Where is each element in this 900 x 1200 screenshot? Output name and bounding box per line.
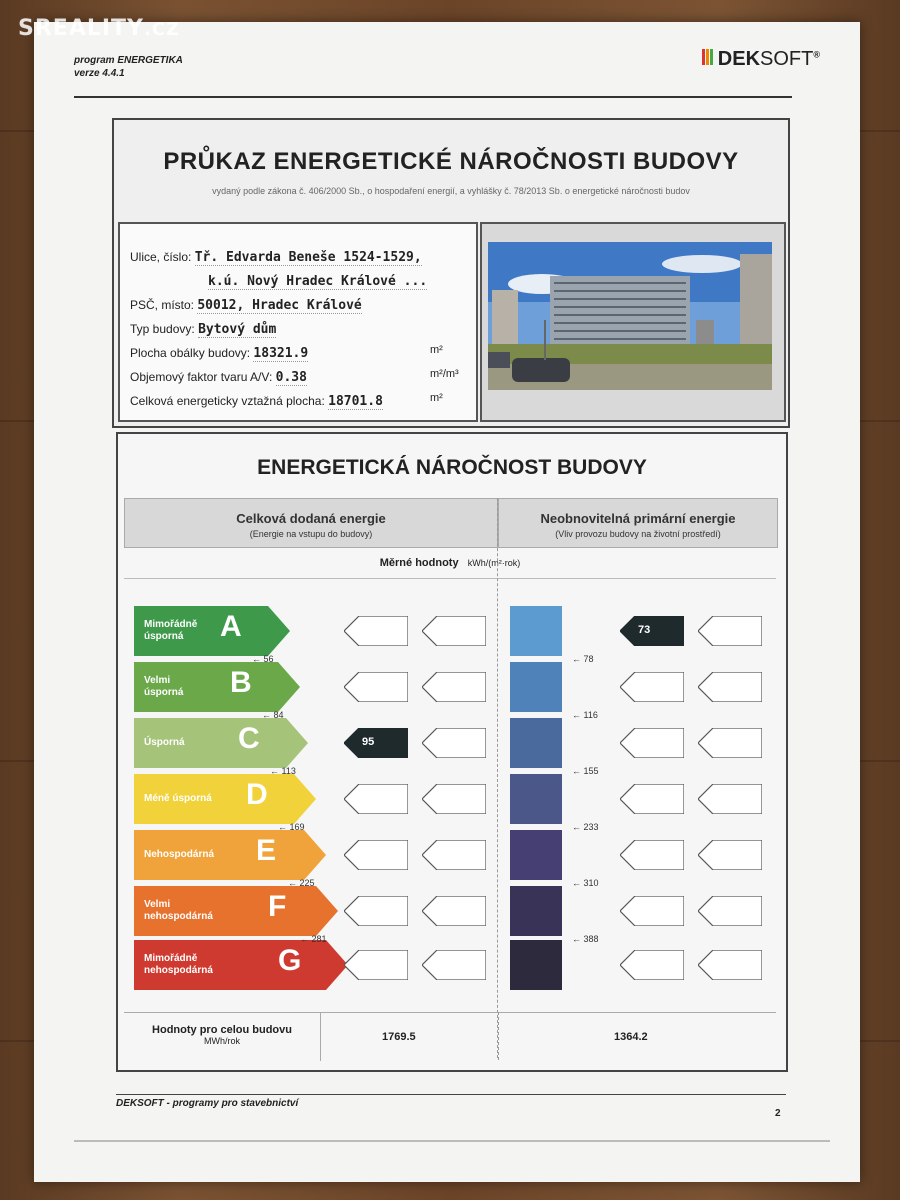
empty-marker-slot xyxy=(698,728,764,758)
empty-marker-arrow xyxy=(344,672,408,702)
class-label-line-1: Úsporná xyxy=(144,737,185,748)
logo-bars-icon xyxy=(702,48,714,71)
class-letter: C xyxy=(238,722,260,755)
class-letter: A xyxy=(220,610,242,643)
energy-class-c xyxy=(134,718,308,768)
empty-marker-arrow xyxy=(620,728,684,758)
right-header-sub: (Vliv provozu budovy na životní prostředí) xyxy=(555,529,721,539)
building-info xyxy=(118,222,478,422)
empty-marker-arrow xyxy=(422,672,486,702)
area-unit: m² xyxy=(430,392,443,404)
street-row xyxy=(130,250,422,265)
program-info xyxy=(74,54,183,80)
empty-marker-slot xyxy=(344,840,410,870)
page-number: 2 xyxy=(775,1108,781,1119)
psc-label: PSČ, místo: xyxy=(130,298,195,312)
class-letter: G xyxy=(278,944,302,977)
area-value: 18701.8 xyxy=(328,394,383,409)
energy-class-d xyxy=(134,774,316,824)
empty-marker-slot xyxy=(698,672,764,702)
empty-marker-slot xyxy=(698,950,764,980)
class-label xyxy=(144,718,185,768)
totals-unit: MWh/rok xyxy=(204,1036,240,1046)
watermark-tld: .CZ xyxy=(143,19,181,40)
totals-divider xyxy=(498,1012,499,1060)
class-letter: B xyxy=(230,666,252,699)
program-version: verze 4.4.1 xyxy=(74,68,125,79)
class-label-line-2: nehospodárná xyxy=(144,911,213,922)
empty-marker-slot xyxy=(620,896,686,926)
class-label-line-2: nehospodárná xyxy=(144,965,213,976)
empty-marker-slot xyxy=(422,616,488,646)
empty-marker-slot xyxy=(344,896,410,926)
shape-value: 0.38 xyxy=(275,370,307,385)
class-label-line-2: úsporná xyxy=(144,631,184,642)
type-value: Bytový dům xyxy=(198,322,277,337)
shape-unit: m²/m³ xyxy=(430,368,459,380)
primary-energy-bar-g xyxy=(510,940,562,990)
footer-rule xyxy=(116,1094,786,1095)
primary-energy-bar-c xyxy=(510,718,562,768)
empty-marker-arrow xyxy=(422,728,486,758)
street-row-2 xyxy=(208,274,427,289)
logo-mark: ® xyxy=(813,49,820,60)
delivered-threshold: ← 56 xyxy=(252,654,274,664)
street-label: Ulice, číslo: xyxy=(130,250,192,264)
empty-marker-slot xyxy=(422,672,488,702)
logo-soft: SOFT xyxy=(760,48,814,70)
street-value: Tř. Edvarda Beneše 1524-1529, xyxy=(194,250,422,265)
certificate-title: PRŮKAZ ENERGETICKÉ NÁROČNOSTI BUDOVY xyxy=(163,148,739,175)
primary-threshold: ← 233 xyxy=(572,822,599,832)
class-label-line-1: Velmi xyxy=(144,899,171,910)
empty-marker-slot xyxy=(422,950,488,980)
class-letter: E xyxy=(256,834,277,867)
column-divider xyxy=(497,498,498,1058)
delivered-threshold: ← 84 xyxy=(262,710,284,720)
envelope-row xyxy=(130,346,308,361)
primary-energy-value: 73 xyxy=(638,624,651,636)
empty-marker-arrow xyxy=(698,896,762,926)
empty-marker-arrow xyxy=(422,896,486,926)
energy-class-b xyxy=(134,662,300,712)
left-header-title: Celková dodaná energie xyxy=(236,511,386,526)
class-label xyxy=(144,940,213,990)
header-rule xyxy=(74,96,792,98)
empty-marker-arrow xyxy=(620,784,684,814)
deksoft-logo xyxy=(702,48,820,71)
empty-marker-slot xyxy=(620,840,686,870)
class-label xyxy=(144,886,213,936)
empty-marker-arrow xyxy=(344,616,408,646)
envelope-value: 18321.9 xyxy=(253,346,309,361)
type-row xyxy=(130,322,276,337)
totals-label: Hodnoty pro celou budovu xyxy=(152,1024,292,1036)
energy-class-f xyxy=(134,886,338,936)
class-label-line-1: Mimořádně xyxy=(144,953,198,964)
class-label-line-1: Nehospodárná xyxy=(144,849,215,860)
empty-marker-slot xyxy=(620,784,686,814)
empty-marker-slot xyxy=(422,784,488,814)
empty-marker-arrow xyxy=(344,950,408,980)
class-label xyxy=(144,662,183,712)
building-photo xyxy=(480,222,786,422)
empty-marker-arrow xyxy=(698,950,762,980)
class-label-line-2: úsporná xyxy=(144,687,184,698)
empty-marker-arrow xyxy=(698,840,762,870)
totals-label-cell xyxy=(124,1013,321,1061)
primary-threshold: ← 388 xyxy=(572,934,599,944)
class-label xyxy=(144,830,214,880)
specific-values-row xyxy=(124,548,776,579)
primary-energy-bar-f xyxy=(510,886,562,936)
delivered-threshold: ← 225 xyxy=(288,878,315,888)
empty-marker-slot xyxy=(422,896,488,926)
shape-label: Objemový faktor tvaru A/V: xyxy=(130,370,273,384)
empty-marker-arrow xyxy=(422,950,486,980)
class-label xyxy=(144,606,197,656)
energy-class-e xyxy=(134,830,326,880)
class-label-line-1: Velmi xyxy=(144,675,171,686)
empty-marker-slot xyxy=(620,950,686,980)
class-label-line-1: Méně úsporná xyxy=(144,793,212,804)
rating-title: ENERGETICKÁ NÁROČNOST BUDOVY xyxy=(257,456,647,479)
totals-row xyxy=(124,1012,776,1061)
certificate-subtitle: vydaný podle zákona č. 406/2000 Sb., o hospodaření energií, a vyhlášky č. 78/2013 Sb. o energetické náročnosti budov xyxy=(212,186,690,196)
empty-marker-arrow xyxy=(344,896,408,926)
watermark-brand: SREALITY xyxy=(18,16,144,41)
marker-arrow xyxy=(344,728,408,758)
empty-marker-arrow xyxy=(422,616,486,646)
right-column-header xyxy=(498,498,778,548)
delivered-threshold: ← 113 xyxy=(270,766,296,776)
empty-marker-arrow xyxy=(620,672,684,702)
empty-marker-arrow xyxy=(698,616,762,646)
class-label xyxy=(144,774,212,824)
marker-arrow xyxy=(620,616,684,646)
primary-energy-bar-e xyxy=(510,830,562,880)
empty-marker-slot xyxy=(422,728,488,758)
empty-marker-slot xyxy=(698,840,764,870)
empty-marker-slot xyxy=(422,840,488,870)
footer-text: DEKSOFT - programy pro stavebnictví xyxy=(116,1098,299,1109)
primary-energy-bar-a xyxy=(510,606,562,656)
empty-marker-slot xyxy=(344,950,410,980)
empty-marker-arrow xyxy=(620,840,684,870)
empty-marker-slot xyxy=(698,784,764,814)
energy-class-g xyxy=(134,940,348,990)
psc-value: 50012, Hradec Králové xyxy=(197,298,362,313)
primary-threshold: ← 116 xyxy=(572,710,598,720)
class-label-line-1: Mimořádně xyxy=(144,619,198,630)
primary-threshold: ← 155 xyxy=(572,766,599,776)
empty-marker-slot xyxy=(620,672,686,702)
delivered-threshold: ← 281 xyxy=(300,934,327,944)
delivered-threshold: ← 169 xyxy=(278,822,305,832)
delivered-energy-marker xyxy=(344,728,410,758)
type-label: Typ budovy: xyxy=(130,322,195,336)
energy-class-a xyxy=(134,606,290,656)
right-header-title: Neobnovitelná primární energie xyxy=(540,511,736,526)
empty-marker-arrow xyxy=(344,784,408,814)
primary-energy-bar-d xyxy=(510,774,562,824)
area-row xyxy=(130,394,383,409)
bottom-rule xyxy=(74,1140,830,1142)
empty-marker-slot xyxy=(344,672,410,702)
left-header-sub: (Energie na vstupu do budovy) xyxy=(249,529,373,539)
total-delivered-energy: 1769.5 xyxy=(382,1031,416,1043)
primary-energy-marker xyxy=(620,616,686,646)
class-letter: F xyxy=(268,890,287,923)
watermark xyxy=(18,16,180,41)
empty-marker-arrow xyxy=(344,840,408,870)
logo-dek: DEK xyxy=(717,48,761,70)
empty-marker-arrow xyxy=(422,784,486,814)
shape-row xyxy=(130,370,307,385)
envelope-label: Plocha obálky budovy: xyxy=(130,346,251,360)
specific-unit: kWh/(m²·rok) xyxy=(467,558,521,568)
area-label: Celková energeticky vztažná plocha: xyxy=(130,394,325,408)
psc-row xyxy=(130,298,362,313)
delivered-energy-value: 95 xyxy=(362,736,375,748)
street-value-2: k.ú. Nový Hradec Králové ... xyxy=(208,274,428,289)
total-primary-energy: 1364.2 xyxy=(614,1031,648,1043)
empty-marker-arrow xyxy=(698,784,762,814)
program-name: program ENERGETIKA xyxy=(74,55,183,66)
empty-marker-slot xyxy=(698,616,764,646)
class-letter: D xyxy=(246,778,268,811)
envelope-unit: m² xyxy=(430,344,443,356)
empty-marker-slot xyxy=(344,616,410,646)
building-photo-image xyxy=(482,224,784,420)
empty-marker-slot xyxy=(344,784,410,814)
empty-marker-arrow xyxy=(698,672,762,702)
specific-label: Měrné hodnoty xyxy=(379,557,459,569)
empty-marker-arrow xyxy=(698,728,762,758)
empty-marker-arrow xyxy=(422,840,486,870)
empty-marker-slot xyxy=(620,728,686,758)
primary-threshold: ← 78 xyxy=(572,654,594,664)
empty-marker-arrow xyxy=(620,950,684,980)
primary-energy-bar-b xyxy=(510,662,562,712)
left-column-header xyxy=(124,498,498,548)
empty-marker-slot xyxy=(698,896,764,926)
primary-threshold: ← 310 xyxy=(572,878,599,888)
empty-marker-arrow xyxy=(620,896,684,926)
